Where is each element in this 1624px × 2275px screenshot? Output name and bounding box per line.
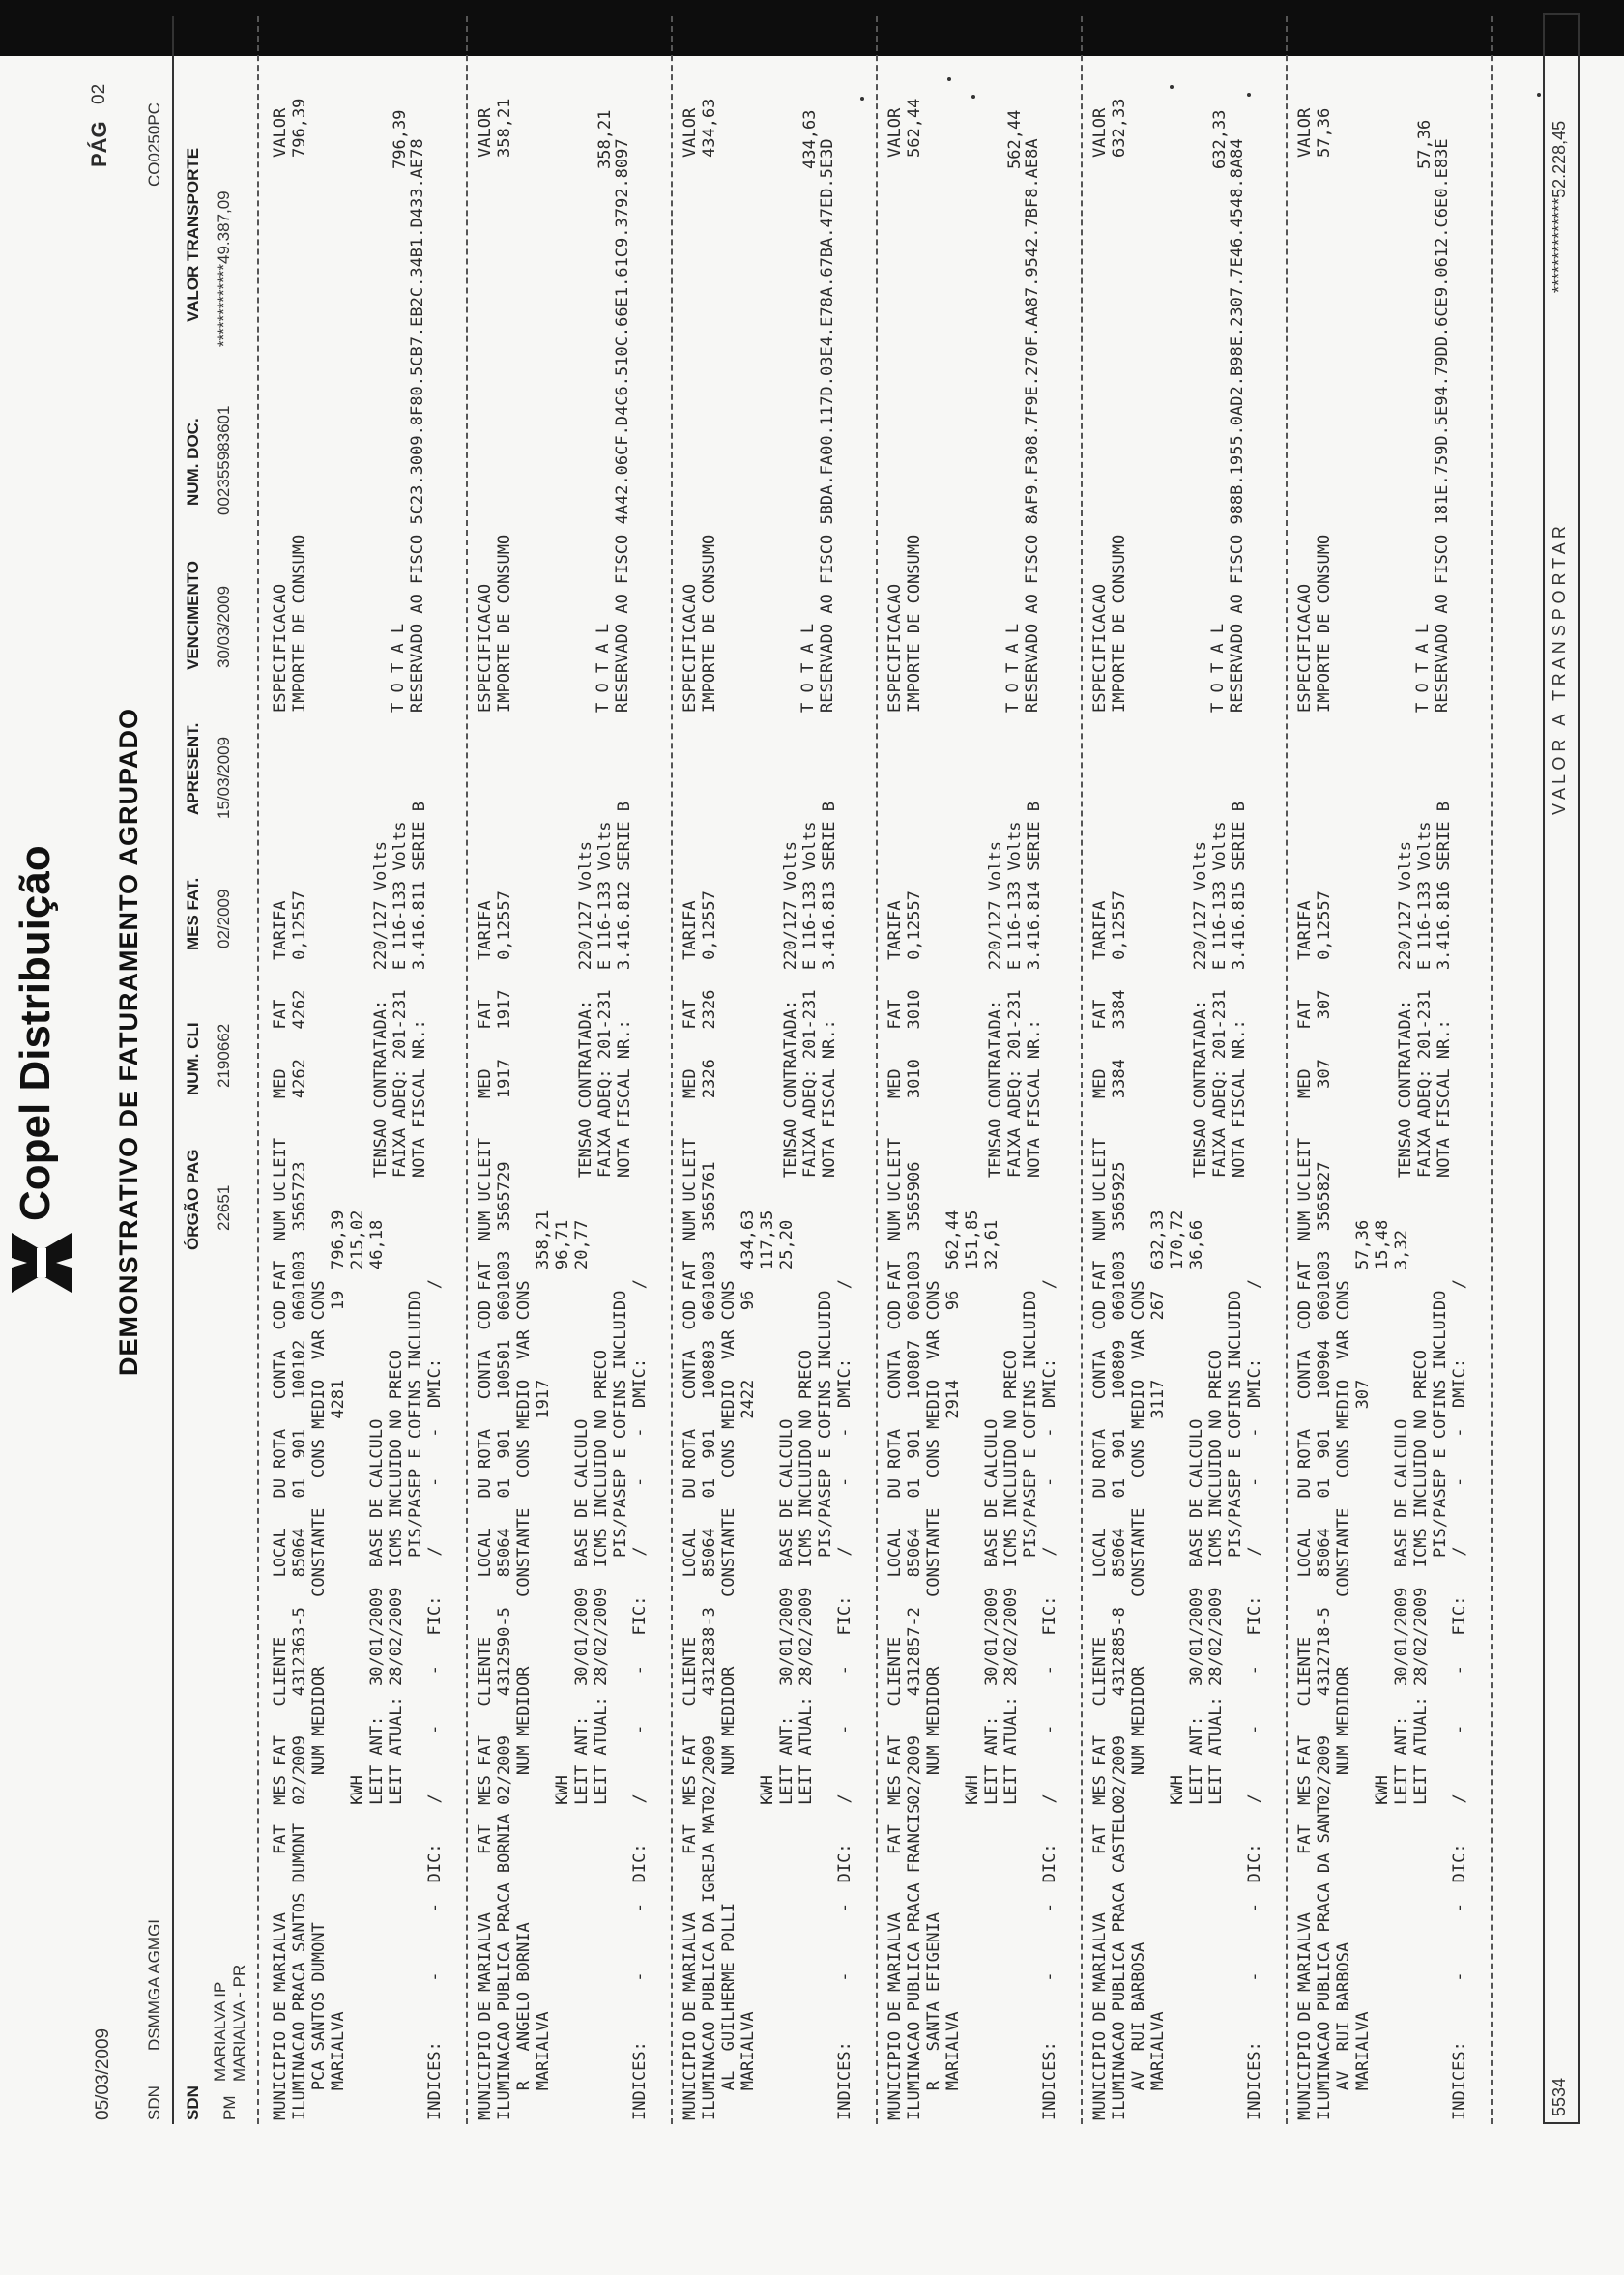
record-specification: ESPECIFICACAO IMPORTE DE CONSUMO: [1090, 534, 1129, 713]
record-block: [476, 0, 665, 2275]
record-values: 434,63 117,35 25,20: [739, 1210, 797, 1269]
record-name: MUNICIPIO DE MARIALVA ILUMINACAO PRACA SANTOS DUMONT PCA SANTOS DUMONT MARIALVA: [271, 1823, 348, 2120]
record-tension: TENSAO CONTRATADA: 220/127 Volts FAIXA ADEQ: 201-231 E 116-133 Volts NOTA FISCAL NR.: 3.416.815 SERIE B: [1191, 802, 1249, 1178]
carry-value: **************52.228,45: [1550, 120, 1569, 293]
record-indices: INDICES: - - DIC: / - - FIC: / - - DMIC: /: [1450, 1279, 1469, 2120]
record-block: [885, 0, 1075, 2275]
record-total: T O T A L RESERVADO AO FISCO 988B.1955.0AD2.B98E.2307.7E46.4548.8A84: [1208, 138, 1247, 713]
sdn-codes: DSMMGA AGMGI: [145, 1918, 163, 2051]
record-indices: INDICES: - - DIC: / - - FIC: / - - DMIC: /: [1245, 1279, 1264, 2120]
record-specification: ESPECIFICACAO IMPORTE DE CONSUMO: [1295, 534, 1334, 713]
col-vencimento: VENCIMENTO: [184, 560, 202, 670]
col-orgao-pag: ÓRGÃO PAG: [184, 1149, 202, 1250]
record-tension: TENSAO CONTRATADA: 220/127 Volts FAIXA ADEQ: 201-231 E 116-133 Volts NOTA FISCAL NR.: 3.416.812 SERIE B: [576, 802, 634, 1178]
page-sequence: 5534: [1550, 2077, 1569, 2116]
record-total: T O T A L RESERVADO AO FISCO 5C23.3009.8F80.5CB7.EB2C.34B1.D433.AE78: [389, 138, 427, 713]
record-values: 632,33 170,72 36,66: [1148, 1210, 1206, 1269]
record-divider: [1286, 16, 1288, 2124]
header-divider: [257, 16, 259, 2124]
orgao-value: 22651: [215, 1184, 233, 1231]
copel-logo: [0, 845, 87, 1297]
page-label: PÁG: [87, 121, 111, 167]
record-name: MUNICIPIO DE MARIALVA ILUMINACAO PUBLICA PRACA DA SANT AV RUI BARBOSA MARIALVA: [1295, 1803, 1373, 2120]
pm-label: PM: [220, 2095, 239, 2120]
record-tension: TENSAO CONTRATADA: 220/127 Volts FAIXA ADEQ: 201-231 E 116-133 Volts NOTA FISCAL NR.: 3.416.814 SERIE B: [986, 802, 1044, 1178]
record-billing-details: FAT MES FAT CLIENTE LOCAL DU ROTA CONTA COD FAT NUM UC 02/2009 4312857-2 85064 01 901 100807 0601003 3565906 NUM MEDIDOR CONSTANTE CONS MEDIO VAR CONS 2914 96 KWH LEIT ANT: 30/01/2009 BASE DE CALCULO LEIT ATUAL: 28/02/2009 ICMS INCLUIDO NO PRECO PIS/PASEP E COFINS INCLUIDO: [885, 1161, 1040, 1854]
record-readings: LEIT MED FAT TARIFA 4262 4262 0,12557: [271, 890, 309, 1178]
record-total: T O T A L RESERVADO AO FISCO 181E.759D.5E94.79DD.6CE9.0612.C6E0.E83E: [1413, 138, 1452, 713]
record-block: [271, 0, 460, 2275]
record-divider: [1491, 16, 1493, 2124]
record-name: MUNICIPIO DE MARIALVA ILUMINACAO PUBLICA PRACA CASTELO AV RUI BARBOSA MARIALVA: [1090, 1803, 1168, 2120]
record-valor: VALOR 57,36: [1295, 107, 1334, 158]
record-name: MUNICIPIO DE MARIALVA ILUMINACAO PUBLICA PRACA FRANCIS R SANTA EFIGENIA MARIALVA: [885, 1803, 963, 2120]
record-valor-total: 562,44: [1005, 109, 1025, 169]
pm-city: MARIALVA - PR: [230, 1964, 248, 2082]
record-block: [1295, 0, 1485, 2275]
record-valor: VALOR 632,33: [1090, 98, 1129, 158]
record-valor: VALOR 358,21: [476, 98, 514, 158]
record-readings: LEIT MED FAT TARIFA 3010 3010 0,12557: [885, 890, 924, 1178]
num-cli-value: 2190662: [215, 1023, 233, 1088]
col-apresent: APRESENT.: [184, 722, 202, 815]
pm-name: MARIALVA IP: [211, 1981, 229, 2082]
record-indices: INDICES: - - DIC: / - - FIC: / - - DMIC: /: [630, 1279, 650, 2120]
company-name: Copel Distribuição: [12, 845, 59, 1221]
col-num-doc: NUM. DOC.: [184, 418, 202, 506]
record-total: T O T A L RESERVADO AO FISCO 4A42.06CF.D4C6.510C.66E1.61C9.3792.8097: [594, 138, 632, 713]
record-billing-details: FAT MES FAT CLIENTE LOCAL DU ROTA CONTA COD FAT NUM UC 02/2009 4312718-5 85064 01 901 100904 0601003 3565827 NUM MEDIDOR CONSTANTE CONS MEDIO VAR CONS 307 KWH LEIT ANT: 30/01/2009 BASE DE CALCULO LEIT ATUAL: 28/02/2009 ICMS INCLUIDO NO PRECO PIS/PASEP E COFINS INCLUIDO: [1295, 1161, 1450, 1854]
record-divider: [1081, 16, 1083, 2124]
record-values: 57,36 15,48 3,32: [1353, 1219, 1411, 1269]
record-readings: LEIT MED FAT TARIFA 1917 1917 0,12557: [476, 890, 514, 1178]
report-title: DEMONSTRATIVO DE FATURAMENTO AGRUPADO: [114, 708, 143, 1376]
record-tension: TENSAO CONTRATADA: 220/127 Volts FAIXA ADEQ: 201-231 E 116-133 Volts NOTA FISCAL NR.: 3.416.813 SERIE B: [781, 802, 839, 1178]
col-num-cli: NUM. CLI: [184, 1022, 202, 1095]
record-readings: LEIT MED FAT TARIFA 3384 3384 0,12557: [1090, 890, 1129, 1178]
record-valor: VALOR 434,63: [681, 98, 719, 158]
record-readings: LEIT MED FAT TARIFA 2326 2326 0,12557: [681, 890, 719, 1178]
record-billing-details: FAT MES FAT CLIENTE LOCAL DU ROTA CONTA COD FAT NUM UC 02/2009 4312363-5 85064 01 901 100102 0601003 3565723 NUM MEDIDOR CONSTANTE CONS MEDIO VAR CONS 4281 19 KWH LEIT ANT: 30/01/2009 BASE DE CALCULO LEIT ATUAL: 28/02/2009 ICMS INCLUIDO NO PRECO PIS/PASEP E COFINS INCLUIDO: [271, 1161, 425, 1854]
mes-fat-value: 02/2009: [215, 889, 233, 948]
record-valor: VALOR 562,44: [885, 98, 924, 158]
record-divider: [466, 16, 468, 2124]
record-total: T O T A L RESERVADO AO FISCO 8AF9.F308.7F9E.270F.AA87.9542.7BF8.AE8A: [1003, 138, 1042, 713]
record-block: [681, 0, 870, 2275]
report-code: CO0250PC: [145, 102, 163, 187]
record-valor-total: 632,33: [1210, 109, 1230, 169]
sdn-label: SDN: [145, 2085, 163, 2120]
record-values: 562,44 151,85 32,61: [943, 1210, 1001, 1269]
valor-transporte-value: *************49.387,09: [215, 190, 233, 347]
num-doc-value: 002355983601: [215, 405, 233, 515]
footer-box: [1543, 13, 1580, 2124]
record-tension: TENSAO CONTRATADA: 220/127 Volts FAIXA ADEQ: 201-231 E 116-133 Volts NOTA FISCAL NR.: 3.416.811 SERIE B: [371, 802, 429, 1178]
record-billing-details: FAT MES FAT CLIENTE LOCAL DU ROTA CONTA COD FAT NUM UC 02/2009 4312885-8 85064 01 901 100809 0601003 3565925 NUM MEDIDOR CONSTANTE CONS MEDIO VAR CONS 3117 267 KWH LEIT ANT: 30/01/2009 BASE DE CALCULO LEIT ATUAL: 28/02/2009 ICMS INCLUIDO NO PRECO PIS/PASEP E COFINS INCLUIDO: [1090, 1161, 1245, 1854]
header-rule: [172, 16, 174, 2124]
record-values: 358,21 96,71 20,77: [534, 1210, 592, 1269]
record-divider: [876, 16, 878, 2124]
carry-label: V A L O R A T R A N S P O R T A R: [1550, 526, 1569, 815]
sdn-col-label: SDN: [184, 2085, 202, 2120]
record-readings: LEIT MED FAT TARIFA 307 307 0,12557: [1295, 890, 1334, 1178]
col-valor-transporte: VALOR TRANSPORTE: [184, 147, 202, 322]
record-indices: INDICES: - - DIC: / - - FIC: / - - DMIC: /: [1040, 1279, 1059, 2120]
record-specification: ESPECIFICACAO IMPORTE DE CONSUMO: [885, 534, 924, 713]
copel-logo-icon: [8, 1229, 75, 1297]
record-valor: VALOR 796,39: [271, 98, 309, 158]
record-indices: INDICES: - - DIC: / - - FIC: / - - DMIC: /: [835, 1279, 855, 2120]
record-specification: ESPECIFICACAO IMPORTE DE CONSUMO: [681, 534, 719, 713]
record-valor-total: 358,21: [595, 109, 615, 169]
record-billing-details: FAT MES FAT CLIENTE LOCAL DU ROTA CONTA COD FAT NUM UC 02/2009 4312590-5 85064 01 901 100501 0601003 3565729 NUM MEDIDOR CONSTANTE CONS MEDIO VAR CONS 1917 KWH LEIT ANT: 30/01/2009 BASE DE CALCULO LEIT ATUAL: 28/02/2009 ICMS INCLUIDO NO PRECO PIS/PASEP E COFINS INCLUIDO: [476, 1161, 630, 1854]
report-date: 05/03/2009: [93, 2027, 113, 2120]
record-specification: ESPECIFICACAO IMPORTE DE CONSUMO: [271, 534, 309, 713]
record-billing-details: FAT MES FAT CLIENTE LOCAL DU ROTA CONTA COD FAT NUM UC 02/2009 4312838-3 85064 01 901 100803 0601003 3565761 NUM MEDIDOR CONSTANTE CONS MEDIO VAR CONS 2422 96 KWH LEIT ANT: 30/01/2009 BASE DE CALCULO LEIT ATUAL: 28/02/2009 ICMS INCLUIDO NO PRECO PIS/PASEP E COFINS INCLUIDO: [681, 1161, 835, 1854]
page-number: 02: [89, 83, 109, 104]
apresent-value: 15/03/2009: [215, 736, 233, 819]
record-values: 796,39 215,02 46,18: [329, 1210, 387, 1269]
record-total: T O T A L RESERVADO AO FISCO 5BDA.FA00.117D.03E4.E78A.67BA.47ED.5E3D: [798, 138, 837, 713]
col-mes-fat: MES FAT.: [184, 877, 202, 950]
record-valor-total: 57,36: [1415, 119, 1435, 169]
record-name: MUNICIPIO DE MARIALVA ILUMINACAO PUBLICA DA IGREJA MAT AL GUILHERME POLLI MARIALVA: [681, 1803, 758, 2120]
record-specification: ESPECIFICACAO IMPORTE DE CONSUMO: [476, 534, 514, 713]
record-divider: [671, 16, 673, 2124]
record-tension: TENSAO CONTRATADA: 220/127 Volts FAIXA ADEQ: 201-231 E 116-133 Volts NOTA FISCAL NR.: 3.416.816 SERIE B: [1396, 802, 1454, 1178]
record-valor-total: 796,39: [391, 109, 410, 169]
vencimento-value: 30/03/2009: [215, 585, 233, 668]
record-indices: INDICES: - - DIC: / - - FIC: / - - DMIC: /: [425, 1279, 445, 2120]
record-valor-total: 434,63: [800, 109, 820, 169]
record-name: MUNICIPIO DE MARIALVA ILUMINACAO PUBLICA PRACA BORNIA R ANGELO BORNIA MARIALVA: [476, 1813, 553, 2120]
record-block: [1090, 0, 1280, 2275]
